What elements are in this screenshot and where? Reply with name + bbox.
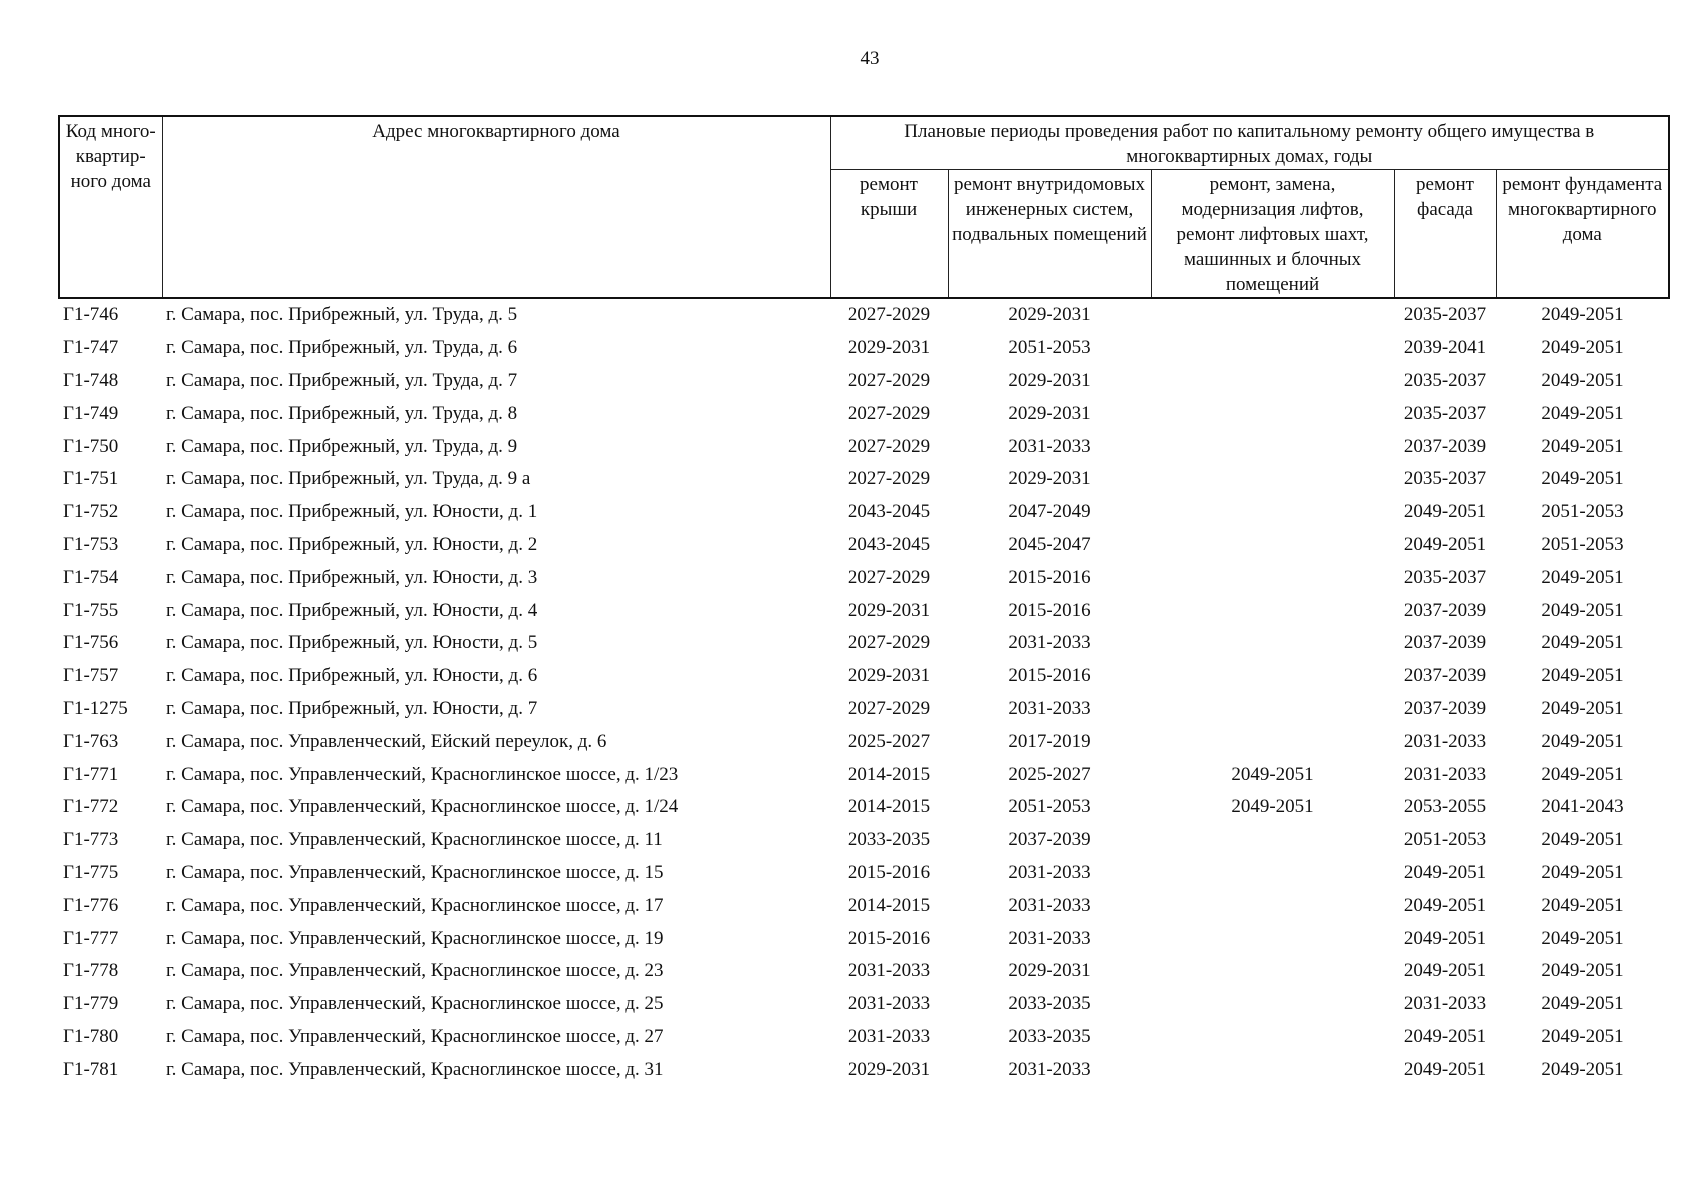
- cell-code: Г1-757: [63, 665, 119, 687]
- cell-code: Г1-772: [63, 796, 119, 818]
- cell-foundation: 2049-2051: [1541, 369, 1624, 391]
- cell-roof: 2029-2031: [847, 665, 931, 687]
- cell-facade: 2049-2051: [1403, 894, 1487, 916]
- cell-foundation: 2049-2051: [1541, 697, 1624, 719]
- cell-roof: 2043-2045: [847, 533, 931, 555]
- cell-internal-systems: 2051-2053: [1008, 796, 1091, 818]
- cell-roof: 2014-2015: [847, 894, 931, 916]
- capital-repair-table: [58, 115, 1670, 1086]
- table-row: [59, 922, 1669, 955]
- cell-elevators: [1151, 988, 1394, 1021]
- cell-code: Г1-776: [63, 894, 119, 916]
- table-row: [59, 857, 1669, 890]
- cell-elevators: [1151, 857, 1394, 890]
- cell-internal-systems: 2025-2027: [1008, 763, 1091, 785]
- cell-internal-systems: 2031-2033: [1008, 861, 1091, 883]
- cell-code: Г1-775: [63, 861, 119, 883]
- cell-facade: 2039-2041: [1403, 337, 1487, 359]
- cell-address: г. Самара, пос. Прибрежный, ул. Юности, д. 3: [166, 566, 538, 588]
- cell-facade: 2051-2053: [1403, 829, 1487, 851]
- cell-address: г. Самара, пос. Прибрежный, ул. Юности, д. 1: [166, 501, 538, 523]
- cell-facade: 2031-2033: [1403, 763, 1487, 785]
- cell-roof: 2033-2035: [847, 829, 931, 851]
- cell-roof: 2027-2029: [847, 369, 931, 391]
- table-row: [59, 988, 1669, 1021]
- table-row: [59, 627, 1669, 660]
- table-row: [59, 529, 1669, 562]
- cell-foundation: 2049-2051: [1541, 763, 1624, 785]
- table-row: [59, 332, 1669, 365]
- cell-internal-systems: 2029-2031: [1008, 960, 1091, 982]
- table-body: [59, 298, 1669, 1086]
- cell-code: Г1-1275: [63, 697, 128, 719]
- cell-foundation: 2049-2051: [1541, 894, 1624, 916]
- table-row: [59, 955, 1669, 988]
- cell-foundation: 2049-2051: [1541, 730, 1624, 752]
- cell-elevators: [1151, 889, 1394, 922]
- cell-facade: 2049-2051: [1403, 533, 1487, 555]
- cell-code: Г1-755: [63, 599, 119, 621]
- cell-internal-systems: 2029-2031: [1008, 304, 1091, 326]
- cell-facade: 2049-2051: [1403, 927, 1487, 949]
- table-row: [59, 791, 1669, 824]
- table-row: [59, 758, 1669, 791]
- table-row: [59, 594, 1669, 627]
- cell-elevators: [1151, 660, 1394, 693]
- cell-roof: 2014-2015: [847, 763, 931, 785]
- cell-address: г. Самара, пос. Прибрежный, ул. Юности, д. 4: [166, 599, 538, 621]
- cell-facade: 2053-2055: [1403, 796, 1487, 818]
- cell-address: г. Самара, пос. Управленческий, Красноглинское шоссе, д. 15: [166, 861, 664, 883]
- cell-internal-systems: 2031-2033: [1008, 1058, 1091, 1080]
- cell-facade: 2049-2051: [1403, 960, 1487, 982]
- cell-internal-systems: 2033-2035: [1008, 993, 1091, 1015]
- cell-roof: 2029-2031: [847, 599, 931, 621]
- cell-code: Г1-750: [63, 435, 119, 457]
- cell-code: Г1-746: [63, 304, 119, 326]
- cell-address: г. Самара, пос. Прибрежный, ул. Труда, д. 8: [166, 402, 518, 424]
- cell-address: г. Самара, пос. Управленческий, Красноглинское шоссе, д. 1/24: [166, 796, 679, 818]
- cell-code: Г1-753: [63, 533, 119, 555]
- cell-internal-systems: 2031-2033: [1008, 927, 1091, 949]
- cell-address: г. Самара, пос. Управленческий, Ейский переулок, д. 6: [166, 730, 607, 752]
- cell-roof: 2027-2029: [847, 697, 931, 719]
- table-row: [59, 298, 1669, 332]
- cell-internal-systems: 2031-2033: [1008, 632, 1091, 654]
- cell-elevators: [1151, 397, 1394, 430]
- cell-code: Г1-748: [63, 369, 119, 391]
- cell-elevators: [1151, 463, 1394, 496]
- cell-facade: 2049-2051: [1403, 1058, 1487, 1080]
- cell-internal-systems: 2031-2033: [1008, 435, 1091, 457]
- header-roof: ремонт крыши: [830, 170, 948, 299]
- cell-foundation: 2049-2051: [1541, 960, 1624, 982]
- cell-code: Г1-771: [63, 763, 119, 785]
- cell-address: г. Самара, пос. Прибрежный, ул. Юности, д. 6: [166, 665, 538, 687]
- cell-facade: 2035-2037: [1403, 369, 1487, 391]
- cell-internal-systems: 2015-2016: [1008, 566, 1091, 588]
- table-row: [59, 496, 1669, 529]
- cell-address: г. Самара, пос. Прибрежный, ул. Труда, д. 6: [166, 337, 518, 359]
- cell-facade: 2037-2039: [1403, 435, 1487, 457]
- cell-elevators: [1151, 496, 1394, 529]
- header-facade: ремонт фасада: [1394, 170, 1496, 299]
- cell-address: г. Самара, пос. Прибрежный, ул. Труда, д. 9 а: [166, 468, 531, 490]
- cell-code: Г1-781: [63, 1058, 119, 1080]
- cell-elevators: [1151, 725, 1394, 758]
- cell-internal-systems: 2031-2033: [1008, 697, 1091, 719]
- header-internal-systems: ремонт внутридомовых инженерных систем, подвальных помещений: [948, 170, 1151, 299]
- cell-foundation: 2049-2051: [1541, 304, 1624, 326]
- cell-code: Г1-780: [63, 1025, 119, 1047]
- cell-address: г. Самара, пос. Управленческий, Красноглинское шоссе, д. 25: [166, 993, 664, 1015]
- table-row: [59, 660, 1669, 693]
- cell-roof: 2027-2029: [847, 304, 931, 326]
- cell-address: г. Самара, пос. Управленческий, Красноглинское шоссе, д. 19: [166, 927, 664, 949]
- cell-foundation: 2041-2043: [1541, 796, 1624, 818]
- header-code: Код много-квартир-ного дома: [59, 116, 162, 298]
- cell-elevators: [1151, 627, 1394, 660]
- cell-internal-systems: 2047-2049: [1008, 501, 1091, 523]
- cell-facade: 2035-2037: [1403, 468, 1487, 490]
- cell-elevators: [1151, 824, 1394, 857]
- cell-foundation: 2049-2051: [1541, 402, 1624, 424]
- cell-facade: 2035-2037: [1403, 304, 1487, 326]
- cell-elevators: [1151, 332, 1394, 365]
- cell-address: г. Самара, пос. Прибрежный, ул. Юности, д. 7: [166, 697, 538, 719]
- cell-internal-systems: 2015-2016: [1008, 665, 1091, 687]
- cell-facade: 2031-2033: [1403, 730, 1487, 752]
- cell-elevators: [1151, 955, 1394, 988]
- cell-address: г. Самара, пос. Прибрежный, ул. Труда, д. 7: [166, 369, 518, 391]
- cell-elevators: [1151, 693, 1394, 726]
- cell-foundation: 2049-2051: [1541, 927, 1624, 949]
- cell-address: г. Самара, пос. Прибрежный, ул. Труда, д. 9: [166, 435, 518, 457]
- cell-code: Г1-752: [63, 501, 119, 523]
- cell-roof: 2027-2029: [847, 435, 931, 457]
- cell-facade: 2035-2037: [1403, 566, 1487, 588]
- cell-internal-systems: 2037-2039: [1008, 829, 1091, 851]
- cell-facade: 2037-2039: [1403, 665, 1487, 687]
- cell-roof: 2014-2015: [847, 796, 931, 818]
- header-address: Адрес многоквартирного дома: [162, 116, 830, 298]
- cell-elevators: [1151, 430, 1394, 463]
- cell-roof: 2015-2016: [847, 927, 931, 949]
- cell-elevators: 2049-2051: [1231, 796, 1314, 818]
- cell-foundation: 2049-2051: [1541, 993, 1624, 1015]
- cell-code: Г1-754: [63, 566, 119, 588]
- cell-elevators: [1151, 1053, 1394, 1086]
- table-row: [59, 1021, 1669, 1054]
- header-elevators: ремонт, замена, модернизация лифтов, ремонт лифтовых шахт, машинных и блочных помещений: [1151, 170, 1394, 299]
- table-header: [59, 116, 1669, 298]
- table-row: [59, 725, 1669, 758]
- cell-address: г. Самара, пос. Управленческий, Красноглинское шоссе, д. 17: [166, 894, 664, 916]
- table-row: [59, 561, 1669, 594]
- cell-roof: 2027-2029: [847, 566, 931, 588]
- cell-foundation: 2049-2051: [1541, 1058, 1624, 1080]
- cell-facade: 2031-2033: [1403, 993, 1487, 1015]
- cell-code: Г1-777: [63, 927, 119, 949]
- cell-internal-systems: 2051-2053: [1008, 337, 1091, 359]
- header-foundation: ремонт фундамента многоквартирного дома: [1496, 170, 1669, 299]
- cell-roof: 2015-2016: [847, 861, 931, 883]
- cell-foundation: 2049-2051: [1541, 829, 1624, 851]
- table-row: [59, 365, 1669, 398]
- cell-address: г. Самара, пос. Управленческий, Красноглинское шоссе, д. 23: [166, 960, 664, 982]
- cell-facade: 2049-2051: [1403, 501, 1487, 523]
- cell-elevators: [1151, 298, 1394, 332]
- cell-address: г. Самара, пос. Управленческий, Красноглинское шоссе, д. 31: [166, 1058, 664, 1080]
- cell-code: Г1-751: [63, 468, 119, 490]
- cell-code: Г1-779: [63, 993, 119, 1015]
- cell-address: г. Самара, пос. Прибрежный, ул. Юности, д. 2: [166, 533, 538, 555]
- cell-foundation: 2049-2051: [1541, 861, 1624, 883]
- cell-roof: 2029-2031: [847, 337, 931, 359]
- cell-address: г. Самара, пос. Управленческий, Красноглинское шоссе, д. 11: [166, 829, 663, 851]
- cell-elevators: [1151, 529, 1394, 562]
- cell-foundation: 2049-2051: [1541, 665, 1624, 687]
- cell-elevators: [1151, 922, 1394, 955]
- cell-address: г. Самара, пос. Прибрежный, ул. Юности, д. 5: [166, 632, 538, 654]
- cell-roof: 2031-2033: [847, 960, 931, 982]
- cell-foundation: 2049-2051: [1541, 632, 1624, 654]
- table-row: [59, 693, 1669, 726]
- cell-internal-systems: 2029-2031: [1008, 468, 1091, 490]
- cell-internal-systems: 2015-2016: [1008, 599, 1091, 621]
- cell-internal-systems: 2031-2033: [1008, 894, 1091, 916]
- cell-roof: 2027-2029: [847, 468, 931, 490]
- cell-foundation: 2051-2053: [1541, 501, 1624, 523]
- cell-internal-systems: 2017-2019: [1008, 730, 1091, 752]
- cell-foundation: 2051-2053: [1541, 533, 1624, 555]
- cell-foundation: 2049-2051: [1541, 566, 1624, 588]
- table-row: [59, 463, 1669, 496]
- cell-elevators: 2049-2051: [1231, 763, 1314, 785]
- cell-code: Г1-749: [63, 402, 119, 424]
- cell-internal-systems: 2033-2035: [1008, 1025, 1091, 1047]
- table-row: [59, 397, 1669, 430]
- cell-roof: 2027-2029: [847, 632, 931, 654]
- table-row: [59, 824, 1669, 857]
- cell-address: г. Самара, пос. Прибрежный, ул. Труда, д. 5: [166, 304, 518, 326]
- cell-foundation: 2049-2051: [1541, 468, 1624, 490]
- cell-code: Г1-763: [63, 730, 119, 752]
- page-number: 43: [860, 48, 880, 69]
- header-periods-group: Плановые периоды проведения работ по капитальному ремонту общего имущества в многоквартирных домах, годы: [830, 116, 1669, 170]
- cell-facade: 2049-2051: [1403, 1025, 1487, 1047]
- cell-facade: 2049-2051: [1403, 861, 1487, 883]
- cell-code: Г1-773: [63, 829, 119, 851]
- cell-facade: 2037-2039: [1403, 599, 1487, 621]
- cell-elevators: [1151, 561, 1394, 594]
- cell-roof: 2029-2031: [847, 1058, 931, 1080]
- cell-foundation: 2049-2051: [1541, 599, 1624, 621]
- cell-roof: 2031-2033: [847, 1025, 931, 1047]
- cell-code: Г1-756: [63, 632, 119, 654]
- table-row: [59, 430, 1669, 463]
- cell-elevators: [1151, 365, 1394, 398]
- cell-internal-systems: 2045-2047: [1008, 533, 1091, 555]
- cell-code: Г1-747: [63, 337, 119, 359]
- cell-facade: 2037-2039: [1403, 697, 1487, 719]
- cell-roof: 2025-2027: [847, 730, 931, 752]
- cell-internal-systems: 2029-2031: [1008, 369, 1091, 391]
- cell-address: г. Самара, пос. Управленческий, Красноглинское шоссе, д. 1/23: [166, 763, 679, 785]
- cell-roof: 2043-2045: [847, 501, 931, 523]
- cell-facade: 2037-2039: [1403, 632, 1487, 654]
- cell-code: Г1-778: [63, 960, 119, 982]
- cell-elevators: [1151, 594, 1394, 627]
- cell-elevators: [1151, 1021, 1394, 1054]
- table-row: [59, 889, 1669, 922]
- cell-foundation: 2049-2051: [1541, 1025, 1624, 1047]
- cell-foundation: 2049-2051: [1541, 337, 1624, 359]
- table-row: [59, 1053, 1669, 1086]
- cell-roof: 2027-2029: [847, 402, 931, 424]
- cell-internal-systems: 2029-2031: [1008, 402, 1091, 424]
- cell-facade: 2035-2037: [1403, 402, 1487, 424]
- cell-roof: 2031-2033: [847, 993, 931, 1015]
- cell-foundation: 2049-2051: [1541, 435, 1624, 457]
- cell-address: г. Самара, пос. Управленческий, Красноглинское шоссе, д. 27: [166, 1025, 664, 1047]
